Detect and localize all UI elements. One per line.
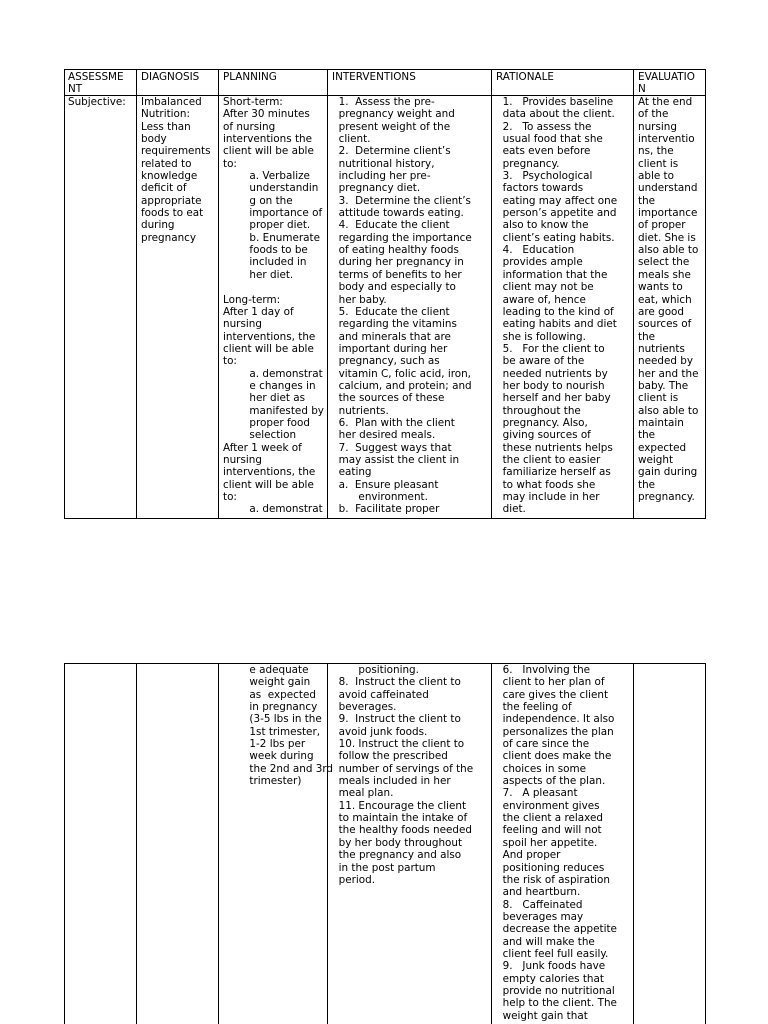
planning-line: g on the	[223, 194, 293, 207]
evaluation-line: eat, which	[638, 293, 692, 306]
rationale-line: help to the client. The	[496, 997, 617, 1010]
rationale-line: herself and her baby	[496, 392, 611, 405]
planning-line: b. Enumerate	[223, 231, 320, 244]
rationale-line: aware of, hence	[496, 293, 586, 306]
rationale-line: she is following.	[496, 330, 586, 343]
intervention-line: a. Ensure pleasant	[332, 478, 439, 491]
evaluation-line: needed by	[638, 355, 694, 368]
planning-line: interventions, the	[223, 466, 316, 479]
evaluation-line: maintain	[638, 416, 684, 429]
planning-line: her diet as	[223, 392, 306, 405]
rationale-line: and will make the	[496, 935, 595, 948]
evaluation-line: meals she	[638, 268, 691, 281]
rationale-line: person’s appetite and	[496, 207, 617, 220]
planning-line: in pregnancy	[223, 701, 318, 714]
rationale-line: pregnancy.	[496, 157, 560, 170]
rationale-line: also to know the	[496, 219, 589, 232]
intervention-line: positioning.	[332, 664, 419, 676]
evaluation-line: nursing	[638, 120, 677, 133]
interventions-cell	[332, 96, 472, 516]
diagnosis-cell: Imbalanced Nutrition: Less than body requirements related to knowledge deficit of appropriate foods to eat during pregnancy	[141, 96, 211, 244]
planning-line: her diet.	[223, 268, 294, 281]
rationale-line: provides ample	[496, 256, 583, 269]
intervention-line: attitude towards eating.	[332, 207, 464, 220]
intervention-line: 3. Determine the client’s	[332, 194, 471, 207]
intervention-line: including her pre-	[332, 170, 431, 183]
rationale-line: client to her plan of	[496, 676, 605, 689]
intervention-line: may assist the client in	[332, 453, 460, 466]
rationale-line: the feeling of	[496, 701, 572, 714]
evaluation-line: the	[638, 478, 656, 491]
evaluation-line: baby. The	[638, 379, 689, 392]
planning-cell	[223, 664, 333, 787]
intervention-line: body and especially to	[332, 281, 456, 294]
rationale-line: beverages may	[496, 910, 584, 923]
intervention-line: 1. Assess the pre-	[332, 96, 435, 108]
evaluation-line: also able to	[638, 244, 699, 257]
evaluation-line: understand	[638, 182, 698, 195]
intervention-line: eating	[332, 466, 372, 479]
planning-line: 1-2 lbs per	[223, 738, 306, 751]
intervention-line: environment.	[332, 491, 428, 503]
care-plan-table-page-2	[64, 663, 706, 1024]
header-planning: PLANNING	[223, 71, 277, 83]
rationale-line: client does make the	[496, 750, 612, 763]
rationale-line: 2. To assess the	[496, 120, 592, 133]
rationale-line: needed nutrients by	[496, 367, 608, 380]
planning-line: client will be able	[223, 145, 314, 158]
planning-line: 1st trimester,	[223, 725, 321, 738]
intervention-line: 7. Suggest ways that	[332, 441, 452, 454]
rationale-line: decrease the appetite	[496, 923, 617, 936]
rationale-line: eats even before	[496, 145, 591, 158]
rationale-line: 7. A pleasant	[496, 787, 578, 800]
planning-line: Long-term:	[223, 293, 281, 306]
rationale-line: provide no nutritional	[496, 984, 615, 997]
rationale-line: be aware of the	[496, 355, 585, 368]
intervention-line: 11. Encourage the client	[332, 799, 467, 812]
rationale-line: the client to easier	[496, 453, 601, 466]
planning-line: to:	[223, 355, 237, 368]
intervention-line: the sources of these	[332, 392, 445, 405]
rationale-line: 6. Involving the	[496, 664, 591, 676]
rationale-line: leading to the kind of	[496, 305, 614, 318]
evaluation-line: select the	[638, 256, 690, 269]
planning-line: client will be able	[223, 342, 314, 355]
rationale-line: factors towards	[496, 182, 584, 195]
planning-line: proper diet.	[223, 219, 311, 232]
intervention-line: avoid junk foods.	[332, 725, 428, 738]
intervention-line: beverages.	[332, 701, 397, 714]
evaluation-line: pregnancy.	[638, 491, 695, 503]
header-assessment: ASSESSME NT	[68, 71, 124, 96]
planning-line: weight gain	[223, 676, 311, 689]
planning-line: week during	[223, 750, 314, 763]
rationale-line: her body to nourish	[496, 379, 605, 392]
planning-line: understandin	[223, 182, 319, 195]
intervention-line: present weight of the	[332, 120, 451, 133]
planning-line: (3-5 lbs in the	[223, 713, 322, 726]
evaluation-line: of proper	[638, 219, 686, 232]
rationale-line: eating may affect one	[496, 194, 618, 207]
evaluation-line: diet. She is	[638, 231, 696, 244]
care-plan-table-page-1	[64, 69, 706, 519]
planning-line: of nursing	[223, 120, 276, 133]
intervention-line: regarding the importance	[332, 231, 472, 244]
evaluation-line: interventio	[638, 133, 695, 146]
evaluation-line: expected	[638, 441, 687, 454]
intervention-line: 6. Plan with the client	[332, 416, 455, 429]
intervention-line: nutritional history,	[332, 157, 435, 170]
rationale-line: pregnancy. Also,	[496, 416, 588, 429]
rationale-cell	[496, 664, 617, 1022]
rationale-line: weight gain that	[496, 1009, 588, 1022]
intervention-line: pregnancy, such as	[332, 355, 440, 368]
intervention-line: meal plan.	[332, 787, 394, 800]
intervention-line: 8. Instruct the client to	[332, 676, 461, 689]
planning-line: a. Verbalize	[223, 170, 310, 183]
assessment-cell: Subjective:	[68, 96, 126, 108]
planning-line: After 1 week of	[223, 441, 302, 454]
rationale-line: to what foods she	[496, 478, 596, 491]
rationale-line: throughout the	[496, 404, 581, 417]
planning-line: nursing	[223, 453, 262, 466]
rationale-line: spoil her appetite.	[496, 836, 598, 849]
planning-line: Short-term:	[223, 96, 283, 108]
rationale-line: aspects of the plan.	[496, 775, 606, 788]
planning-line: proper food	[223, 416, 310, 429]
planning-line: interventions the	[223, 133, 313, 146]
rationale-line: the risk of aspiration	[496, 873, 610, 886]
intervention-line: during her pregnancy in	[332, 256, 464, 269]
header-evaluation: EVALUATIO N	[638, 71, 695, 96]
rationale-line: 4. Education	[496, 244, 575, 257]
intervention-line: client.	[332, 133, 371, 146]
intervention-line: 10. Instruct the client to	[332, 738, 465, 751]
planning-line: to:	[223, 157, 237, 170]
rationale-line: feeling and will not	[496, 824, 602, 837]
rationale-line: positioning reduces	[496, 861, 605, 874]
intervention-line: regarding the vitamins	[332, 318, 457, 331]
intervention-line: 9. Instruct the client to	[332, 713, 461, 726]
rationale-line: eating habits and diet	[496, 318, 617, 331]
rationale-line: choices in some	[496, 762, 587, 775]
rationale-line: 9. Junk foods have	[496, 960, 606, 973]
intervention-line: follow the prescribed	[332, 750, 448, 763]
header-diagnosis: DIAGNOSIS	[141, 71, 200, 83]
evaluation-line: sources of	[638, 318, 692, 331]
planning-line: as expected	[223, 688, 316, 701]
rationale-line: giving sources of	[496, 429, 591, 442]
intervention-line: the pregnancy and also	[332, 849, 462, 862]
evaluation-line: are good	[638, 305, 685, 318]
intervention-line: nutrients.	[332, 404, 389, 417]
planning-line	[223, 281, 324, 293]
intervention-line: 4. Educate the client	[332, 219, 450, 232]
planning-line: e changes in	[223, 379, 316, 392]
planning-line: a. demonstrat	[223, 367, 323, 380]
evaluation-cell	[638, 96, 698, 503]
planning-line: included in	[223, 256, 307, 269]
planning-line: After 30 minutes	[223, 108, 310, 121]
intervention-line: meals included in her	[332, 775, 451, 788]
intervention-line: of eating healthy foods	[332, 244, 459, 257]
evaluation-line: of the	[638, 108, 669, 121]
interventions-cell	[332, 664, 473, 886]
intervention-line: to maintain the intake of	[332, 812, 468, 825]
rationale-line: client may not be	[496, 281, 594, 294]
evaluation-line: client is	[638, 157, 679, 170]
evaluation-line: At the end	[638, 96, 693, 108]
rationale-line: And proper	[496, 849, 561, 862]
intervention-line: period.	[332, 873, 376, 886]
planning-line: a. demonstrat	[223, 503, 323, 516]
planning-cell	[223, 96, 324, 516]
planning-line: the 2nd and 3rd	[223, 762, 334, 775]
rationale-line: independence. It also	[496, 713, 615, 726]
header-rationale: RATIONALE	[496, 71, 554, 83]
rationale-line: 1. Provides baseline	[496, 96, 614, 108]
planning-line: After 1 day of	[223, 305, 294, 318]
evaluation-line: also able to	[638, 404, 699, 417]
evaluation-line: wants to	[638, 281, 683, 294]
rationale-line: the client a relaxed	[496, 812, 603, 825]
rationale-line: 8. Caffeinated	[496, 898, 583, 911]
planning-line: foods to be	[223, 244, 308, 257]
evaluation-line: weight	[638, 453, 674, 466]
evaluation-line: client is	[638, 392, 679, 405]
evaluation-line: the	[638, 429, 656, 442]
rationale-line: and heartburn.	[496, 886, 581, 899]
intervention-line: vitamin C, folic acid, iron,	[332, 367, 471, 380]
evaluation-line: the	[638, 330, 656, 343]
evaluation-line: ns, the	[638, 145, 674, 158]
rationale-line: usual food that she	[496, 133, 603, 146]
planning-line: e adequate	[223, 664, 309, 676]
intervention-line: by her body throughout	[332, 836, 463, 849]
rationale-line: 3. Psychological	[496, 170, 593, 183]
evaluation-line: importance	[638, 207, 698, 220]
planning-line: client will be able	[223, 478, 314, 491]
rationale-line: familiarize herself as	[496, 466, 611, 479]
intervention-line: pregnancy diet.	[332, 182, 421, 195]
planning-line: selection	[223, 429, 297, 442]
rationale-line: client feel full easily.	[496, 947, 609, 960]
intervention-line: pregnancy weight and	[332, 108, 455, 121]
intervention-line: important during her	[332, 342, 448, 355]
rationale-line: these nutrients helps	[496, 441, 613, 454]
rationale-line: data about the client.	[496, 108, 615, 121]
rationale-line: 5. For the client to	[496, 342, 605, 355]
evaluation-line: nutrients	[638, 342, 685, 355]
rationale-line: care gives the client	[496, 688, 609, 701]
intervention-line: calcium, and protein; and	[332, 379, 472, 392]
intervention-line: the healthy foods needed	[332, 824, 472, 837]
rationale-line: environment gives	[496, 799, 600, 812]
intervention-line: 5. Educate the client	[332, 305, 450, 318]
evaluation-line: her and the	[638, 367, 699, 380]
rationale-line: of care since the	[496, 738, 590, 751]
rationale-line: empty calories that	[496, 972, 604, 985]
intervention-line: b. Facilitate proper	[332, 503, 440, 516]
planning-line: nursing	[223, 318, 262, 331]
intervention-line: in the post partum	[332, 861, 436, 874]
rationale-line: diet.	[496, 503, 526, 516]
intervention-line: terms of benefits to her	[332, 268, 462, 281]
intervention-line: number of servings of the	[332, 762, 474, 775]
rationale-line: client’s eating habits.	[496, 231, 615, 244]
planning-line: manifested by	[223, 404, 324, 417]
intervention-line: avoid caffeinated	[332, 688, 429, 701]
evaluation-line: the	[638, 194, 656, 207]
evaluation-line: able to	[638, 170, 674, 183]
header-interventions: INTERVENTIONS	[332, 71, 416, 83]
rationale-cell	[496, 96, 617, 516]
planning-line: interventions, the	[223, 330, 316, 343]
intervention-line: her baby.	[332, 293, 387, 306]
intervention-line: 2. Determine client’s	[332, 145, 451, 158]
planning-line: trimester)	[223, 775, 302, 788]
rationale-line: information that the	[496, 268, 608, 281]
intervention-line: her desired meals.	[332, 429, 436, 442]
planning-line: importance of	[223, 207, 323, 220]
planning-line: to:	[223, 491, 237, 503]
rationale-line: personalizes the plan	[496, 725, 614, 738]
evaluation-line: gain during	[638, 466, 698, 479]
intervention-line: and minerals that are	[332, 330, 451, 343]
rationale-line: may include in her	[496, 491, 600, 503]
